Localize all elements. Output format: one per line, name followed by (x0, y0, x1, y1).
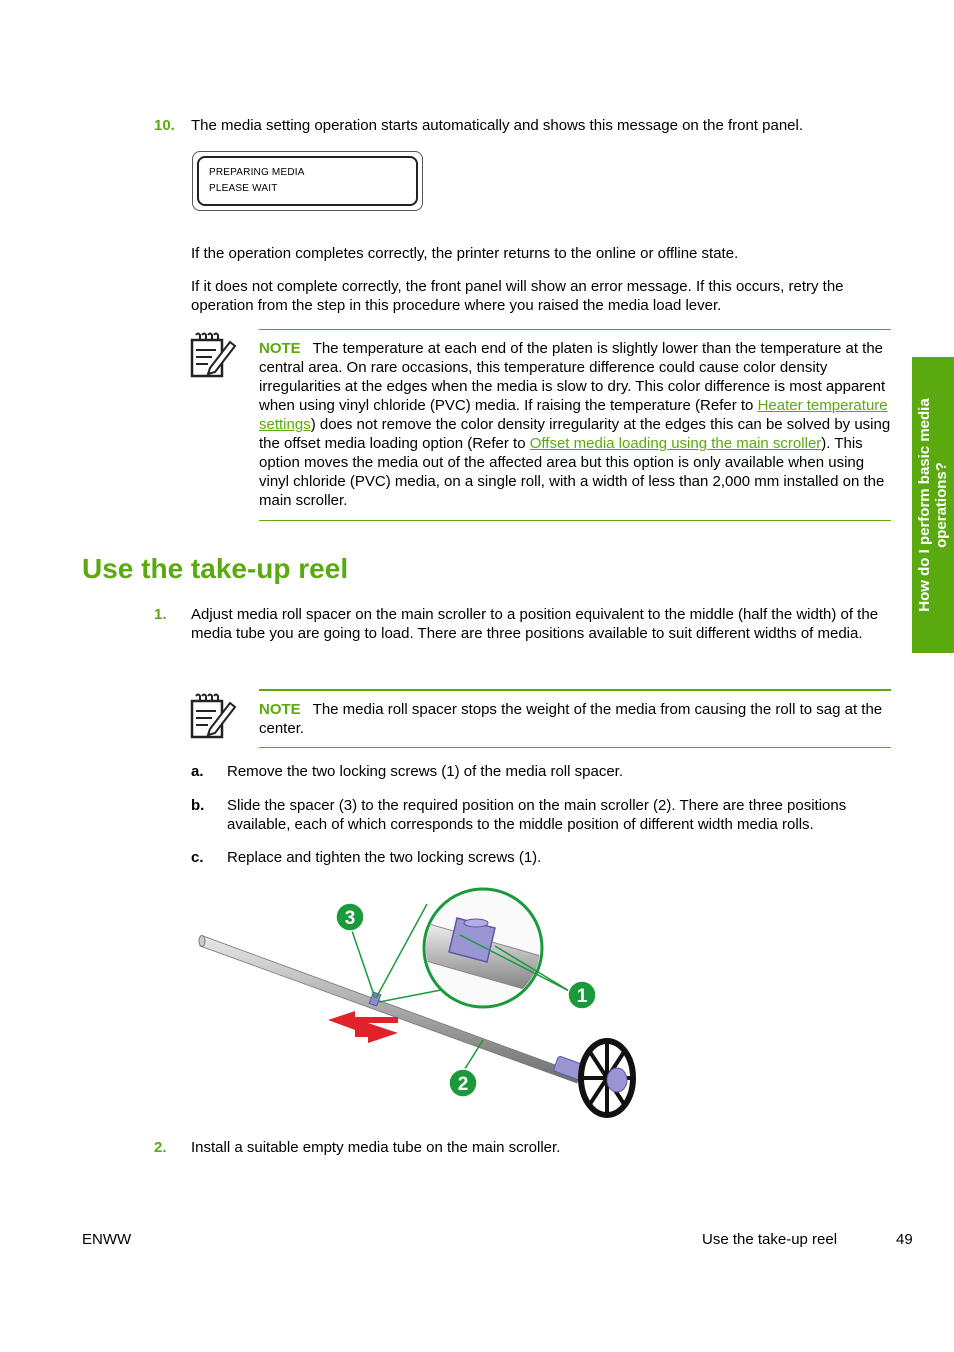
note-body (259, 339, 892, 510)
zoom-detail (405, 889, 571, 1007)
page-number: 49 (896, 1231, 913, 1248)
note-label: NOTE (259, 701, 301, 718)
note-text: ). This option moves the media out of the affected area but this option is only available when using vinyl chloride (PVC) media, on a single roll, with a width of less than 2,000 mm installed on the main scroller. (259, 435, 885, 509)
note-rule-bottom (259, 520, 891, 521)
step-number: 2. (154, 1139, 167, 1156)
step-number: 1. (154, 606, 167, 623)
note-label: NOTE (259, 340, 301, 357)
note-body (259, 700, 892, 738)
note-text: ) does not remove the color density irregularity at the edges this can be solved by using the offset media loading option (Refer to (259, 416, 891, 452)
chapter-side-tab-label: How do I perform basic media operations? (916, 398, 950, 612)
note-text: The temperature at each end of the platen is slightly lower than the temperature at the central area. On rare occasions, this temperature difference could cause color density irregularities at the edges when the media is slow to dry. This color difference is most apparent when using vinyl chloride (PVC) media. If raising the temperature (Refer to (259, 340, 886, 414)
paragraph: If it does not complete correctly, the front panel will show an error message. If this occurs, retry the operation from the step in this procedure where you raised the media load lever. (191, 278, 844, 314)
zoom-leader (379, 990, 441, 1002)
slide-direction-arrow (328, 1011, 398, 1043)
note-pad-icon (190, 693, 238, 739)
note-rule-bottom (259, 747, 891, 748)
front-panel-display (192, 151, 423, 211)
callout-label: 2 (457, 1074, 469, 1095)
panel-line-2: PLEASE WAIT (209, 183, 278, 194)
scroller-illustration (195, 880, 650, 1122)
step-text: Adjust media roll spacer on the main scroller to a position equivalent to the middle (half the width) of the media tube you are going to load. There are three positions available to suit different widths of media. (191, 606, 879, 642)
footer-section: Use the take-up reel (702, 1231, 838, 1248)
zoom-leader (376, 904, 427, 998)
note-rule-top (259, 689, 891, 691)
footer-left: ENWW (82, 1231, 132, 1248)
substep-letter: a. (191, 763, 204, 780)
section-heading: Use the take-up reel (82, 553, 349, 584)
callout-2 (449, 1069, 477, 1097)
link-heater-temperature-settings[interactable]: Heater temperature settings (259, 397, 888, 433)
paragraph: If the operation completes correctly, the printer returns to the online or offline state. (191, 245, 739, 262)
substep-text: Replace and tighten the two locking screws (1). (227, 849, 542, 866)
panel-line-1: PREPARING MEDIA (209, 167, 305, 178)
substep-text: Remove the two locking screws (1) of the media roll spacer. (227, 763, 623, 780)
callout-label: 3 (344, 908, 356, 929)
callout-1 (568, 981, 596, 1009)
step-number: 10. (154, 117, 175, 134)
step-text: Install a suitable empty media tube on the main scroller. (191, 1139, 561, 1156)
substep-letter: b. (191, 797, 205, 814)
step-text: The media setting operation starts automatically and shows this message on the front panel. (191, 117, 804, 134)
link-offset-media-loading[interactable]: Offset media loading using the main scroller (529, 435, 822, 452)
note-text: The media roll spacer stops the weight of the media from causing the roll to sag at the center. (259, 701, 883, 737)
chapter-side-tab (912, 357, 954, 653)
callout-label: 1 (576, 986, 588, 1007)
substep-letter: c. (191, 849, 204, 866)
substep-text: Slide the spacer (3) to the required position on the main scroller (2). There are three positions available, each of which corresponds to the middle position of different width media rolls. (227, 797, 847, 833)
note-rule-top (259, 329, 891, 330)
note-pad-icon (190, 332, 238, 378)
callout-3 (336, 903, 364, 931)
